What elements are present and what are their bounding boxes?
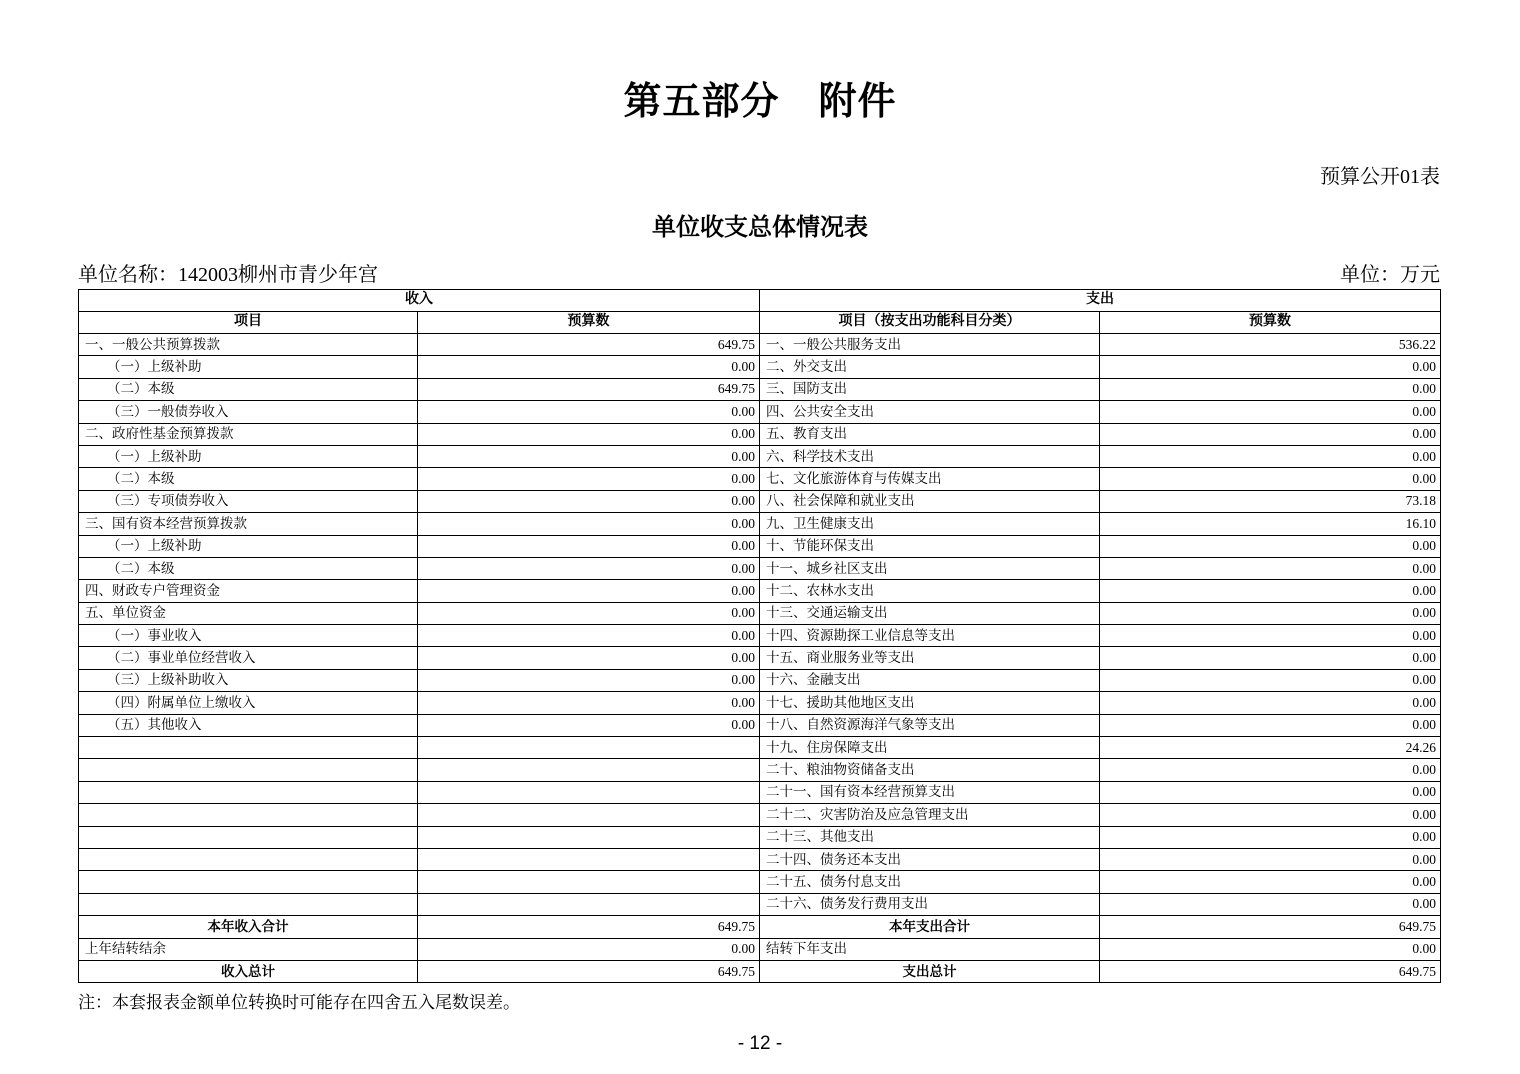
- expense-item-cell: 二十五、债务付息支出: [760, 871, 1100, 893]
- footnote: 注：本套报表金额单位转换时可能存在四舍五入尾数误差。: [78, 993, 520, 1012]
- expense-value-cell: 0.00: [1100, 445, 1441, 467]
- income-item-cell: [79, 737, 418, 759]
- expense-item-cell: 十八、自然资源海洋气象等支出: [760, 714, 1100, 736]
- expense-value-cell: 0.00: [1100, 759, 1441, 781]
- expense-value-cell: 0.00: [1100, 580, 1441, 602]
- income-item-cell: （三）一般债券收入: [79, 401, 418, 423]
- expense-value-cell: 0.00: [1100, 781, 1441, 803]
- income-item-cell: （二）本级: [79, 378, 418, 400]
- expense-item-column-header: 项目（按支出功能科目分类）: [760, 312, 1100, 334]
- income-section-header: 收入: [79, 290, 760, 312]
- income-item-cell: （三）专项债券收入: [79, 490, 418, 512]
- income-value-cell: 649.75: [418, 378, 760, 400]
- expense-item-cell: 八、社会保障和就业支出: [760, 490, 1100, 512]
- income-value-cell: [418, 804, 760, 826]
- expense-item-cell: 二十二、灾害防治及应急管理支出: [760, 804, 1100, 826]
- income-value-cell: 0.00: [418, 356, 760, 378]
- income-item-cell: 五、单位资金: [79, 602, 418, 624]
- income-value-cell: 0.00: [418, 557, 760, 579]
- expense-value-cell: 0.00: [1100, 647, 1441, 669]
- income-value-cell: [418, 871, 760, 893]
- income-item-cell: [79, 848, 418, 870]
- expense-value-cell: 0.00: [1100, 893, 1441, 915]
- table-row: [79, 513, 1441, 535]
- income-summary-label-cell: 上年结转结余: [79, 938, 418, 960]
- form-code: 预算公开01表: [1320, 166, 1440, 188]
- income-item-cell: （一）上级补助: [79, 356, 418, 378]
- expense-summary-label-cell: 本年支出合计: [760, 916, 1100, 938]
- budget-table-body: [79, 334, 1441, 983]
- expense-item-cell: 九、卫生健康支出: [760, 513, 1100, 535]
- income-item-cell: （三）上级补助收入: [79, 669, 418, 691]
- expense-item-cell: 一、一般公共服务支出: [760, 334, 1100, 356]
- table-row: [79, 759, 1441, 781]
- income-value-cell: 0.00: [418, 602, 760, 624]
- expense-item-cell: 五、教育支出: [760, 423, 1100, 445]
- summary-row: [79, 938, 1441, 960]
- unit-name: 单位名称：142003柳州市青少年宫: [78, 264, 378, 286]
- expense-value-cell: 0.00: [1100, 871, 1441, 893]
- expense-item-cell: 六、科学技术支出: [760, 445, 1100, 467]
- expense-item-cell: 十九、住房保障支出: [760, 737, 1100, 759]
- section-header-row: [79, 290, 1441, 312]
- table-row: [79, 669, 1441, 691]
- income-value-cell: 0.00: [418, 625, 760, 647]
- table-row: [79, 893, 1441, 915]
- table-row: [79, 737, 1441, 759]
- income-item-cell: （四）附属单位上缴收入: [79, 692, 418, 714]
- expense-value-cell: 0.00: [1100, 423, 1441, 445]
- income-item-cell: （一）上级补助: [79, 535, 418, 557]
- table-row: [79, 871, 1441, 893]
- expense-item-cell: 二十、粮油物资储备支出: [760, 759, 1100, 781]
- income-value-cell: 0.00: [418, 445, 760, 467]
- income-value-cell: [418, 893, 760, 915]
- expense-item-cell: 十三、交通运输支出: [760, 602, 1100, 624]
- expense-value-cell: 0.00: [1100, 378, 1441, 400]
- income-value-cell: 0.00: [418, 692, 760, 714]
- expense-item-cell: 三、国防支出: [760, 378, 1100, 400]
- income-value-cell: 0.00: [418, 714, 760, 736]
- income-summary-value-cell: 0.00: [418, 938, 760, 960]
- income-item-cell: （一）事业收入: [79, 625, 418, 647]
- expense-item-cell: 十四、资源勘探工业信息等支出: [760, 625, 1100, 647]
- income-value-cell: 0.00: [418, 423, 760, 445]
- section-title: 第五部分 附件: [623, 81, 897, 123]
- income-value-cell: [418, 737, 760, 759]
- income-value-cell: 0.00: [418, 647, 760, 669]
- expense-value-cell: 0.00: [1100, 804, 1441, 826]
- income-value-cell: 0.00: [418, 669, 760, 691]
- expense-value-cell: 536.22: [1100, 334, 1441, 356]
- income-item-cell: [79, 871, 418, 893]
- table-row: [79, 781, 1441, 803]
- expense-value-cell: 0.00: [1100, 669, 1441, 691]
- expense-value-cell: 0.00: [1100, 468, 1441, 490]
- expense-item-cell: 十七、援助其他地区支出: [760, 692, 1100, 714]
- table-title: 单位收支总体情况表: [652, 215, 868, 241]
- income-item-cell: （二）本级: [79, 468, 418, 490]
- expense-value-cell: 24.26: [1100, 737, 1441, 759]
- column-header-row: [79, 312, 1441, 334]
- expense-value-cell: 0.00: [1100, 692, 1441, 714]
- expense-item-cell: 七、文化旅游体育与传媒支出: [760, 468, 1100, 490]
- income-value-cell: [418, 781, 760, 803]
- table-row: [79, 423, 1441, 445]
- table-row: [79, 602, 1441, 624]
- expense-value-cell: 16.10: [1100, 513, 1441, 535]
- summary-row: [79, 916, 1441, 938]
- income-item-cell: 一、一般公共预算拨款: [79, 334, 418, 356]
- income-item-cell: （二）本级: [79, 557, 418, 579]
- income-item-cell: [79, 826, 418, 848]
- expense-value-cell: 0.00: [1100, 625, 1441, 647]
- income-item-cell: [79, 804, 418, 826]
- table-row: [79, 445, 1441, 467]
- expense-section-header: 支出: [760, 290, 1441, 312]
- page-number: - 12 -: [737, 1033, 783, 1054]
- unit-of-measure: 单位：万元: [1340, 264, 1440, 286]
- expense-value-cell: 0.00: [1100, 714, 1441, 736]
- table-row: [79, 378, 1441, 400]
- income-item-cell: 四、财政专户管理资金: [79, 580, 418, 602]
- income-value-cell: 0.00: [418, 513, 760, 535]
- income-item-cell: [79, 781, 418, 803]
- table-row: [79, 557, 1441, 579]
- expense-item-cell: 二十三、其他支出: [760, 826, 1100, 848]
- expense-item-cell: 四、公共安全支出: [760, 401, 1100, 423]
- income-item-cell: 二、政府性基金预算拨款: [79, 423, 418, 445]
- expense-value-cell: 0.00: [1100, 848, 1441, 870]
- expense-summary-label-cell: 结转下年支出: [760, 938, 1100, 960]
- expense-value-cell: 0.00: [1100, 826, 1441, 848]
- income-item-cell: [79, 893, 418, 915]
- expense-value-cell: 0.00: [1100, 557, 1441, 579]
- income-value-cell: [418, 759, 760, 781]
- expense-summary-label-cell: 支出总计: [760, 960, 1100, 982]
- summary-row: [79, 960, 1441, 982]
- table-row: [79, 490, 1441, 512]
- expense-value-cell: 0.00: [1100, 401, 1441, 423]
- table-row: [79, 625, 1441, 647]
- income-item-column-header: 项目: [79, 312, 418, 334]
- income-item-cell: （一）上级补助: [79, 445, 418, 467]
- income-item-cell: （二）事业单位经营收入: [79, 647, 418, 669]
- table-row: [79, 356, 1441, 378]
- table-row: [79, 848, 1441, 870]
- income-value-cell: [418, 826, 760, 848]
- expense-summary-value-cell: 649.75: [1100, 960, 1441, 982]
- table-row: [79, 401, 1441, 423]
- expense-item-cell: 二、外交支出: [760, 356, 1100, 378]
- income-summary-value-cell: 649.75: [418, 916, 760, 938]
- table-row: [79, 334, 1441, 356]
- table-row: [79, 535, 1441, 557]
- income-value-cell: 0.00: [418, 535, 760, 557]
- income-value-cell: 0.00: [418, 580, 760, 602]
- expense-budget-column-header: 预算数: [1100, 312, 1441, 334]
- income-summary-label-cell: 本年收入合计: [79, 916, 418, 938]
- expense-item-cell: 十二、农林水支出: [760, 580, 1100, 602]
- expense-item-cell: 二十一、国有资本经营预算支出: [760, 781, 1100, 803]
- expense-item-cell: 十五、商业服务业等支出: [760, 647, 1100, 669]
- expense-item-cell: 十六、金融支出: [760, 669, 1100, 691]
- income-item-cell: [79, 759, 418, 781]
- expense-item-cell: 十、节能环保支出: [760, 535, 1100, 557]
- income-budget-column-header: 预算数: [418, 312, 760, 334]
- expense-value-cell: 0.00: [1100, 535, 1441, 557]
- table-row: [79, 692, 1441, 714]
- table-row: [79, 826, 1441, 848]
- expense-summary-value-cell: 649.75: [1100, 916, 1441, 938]
- budget-table: [78, 289, 1441, 983]
- expense-item-cell: 十一、城乡社区支出: [760, 557, 1100, 579]
- income-item-cell: 三、国有资本经营预算拨款: [79, 513, 418, 535]
- table-meta-row: [78, 258, 1440, 287]
- income-summary-label-cell: 收入总计: [79, 960, 418, 982]
- income-value-cell: 0.00: [418, 468, 760, 490]
- expense-value-cell: 0.00: [1100, 356, 1441, 378]
- income-value-cell: [418, 848, 760, 870]
- table-row: [79, 580, 1441, 602]
- income-value-cell: 0.00: [418, 490, 760, 512]
- table-row: [79, 804, 1441, 826]
- income-value-cell: 0.00: [418, 401, 760, 423]
- income-value-cell: 649.75: [418, 334, 760, 356]
- table-row: [79, 647, 1441, 669]
- income-item-cell: （五）其他收入: [79, 714, 418, 736]
- expense-value-cell: 73.18: [1100, 490, 1441, 512]
- expense-item-cell: 二十四、债务还本支出: [760, 848, 1100, 870]
- expense-summary-value-cell: 0.00: [1100, 938, 1441, 960]
- expense-item-cell: 二十六、债务发行费用支出: [760, 893, 1100, 915]
- table-row: [79, 468, 1441, 490]
- income-summary-value-cell: 649.75: [418, 960, 760, 982]
- expense-value-cell: 0.00: [1100, 602, 1441, 624]
- table-row: [79, 714, 1441, 736]
